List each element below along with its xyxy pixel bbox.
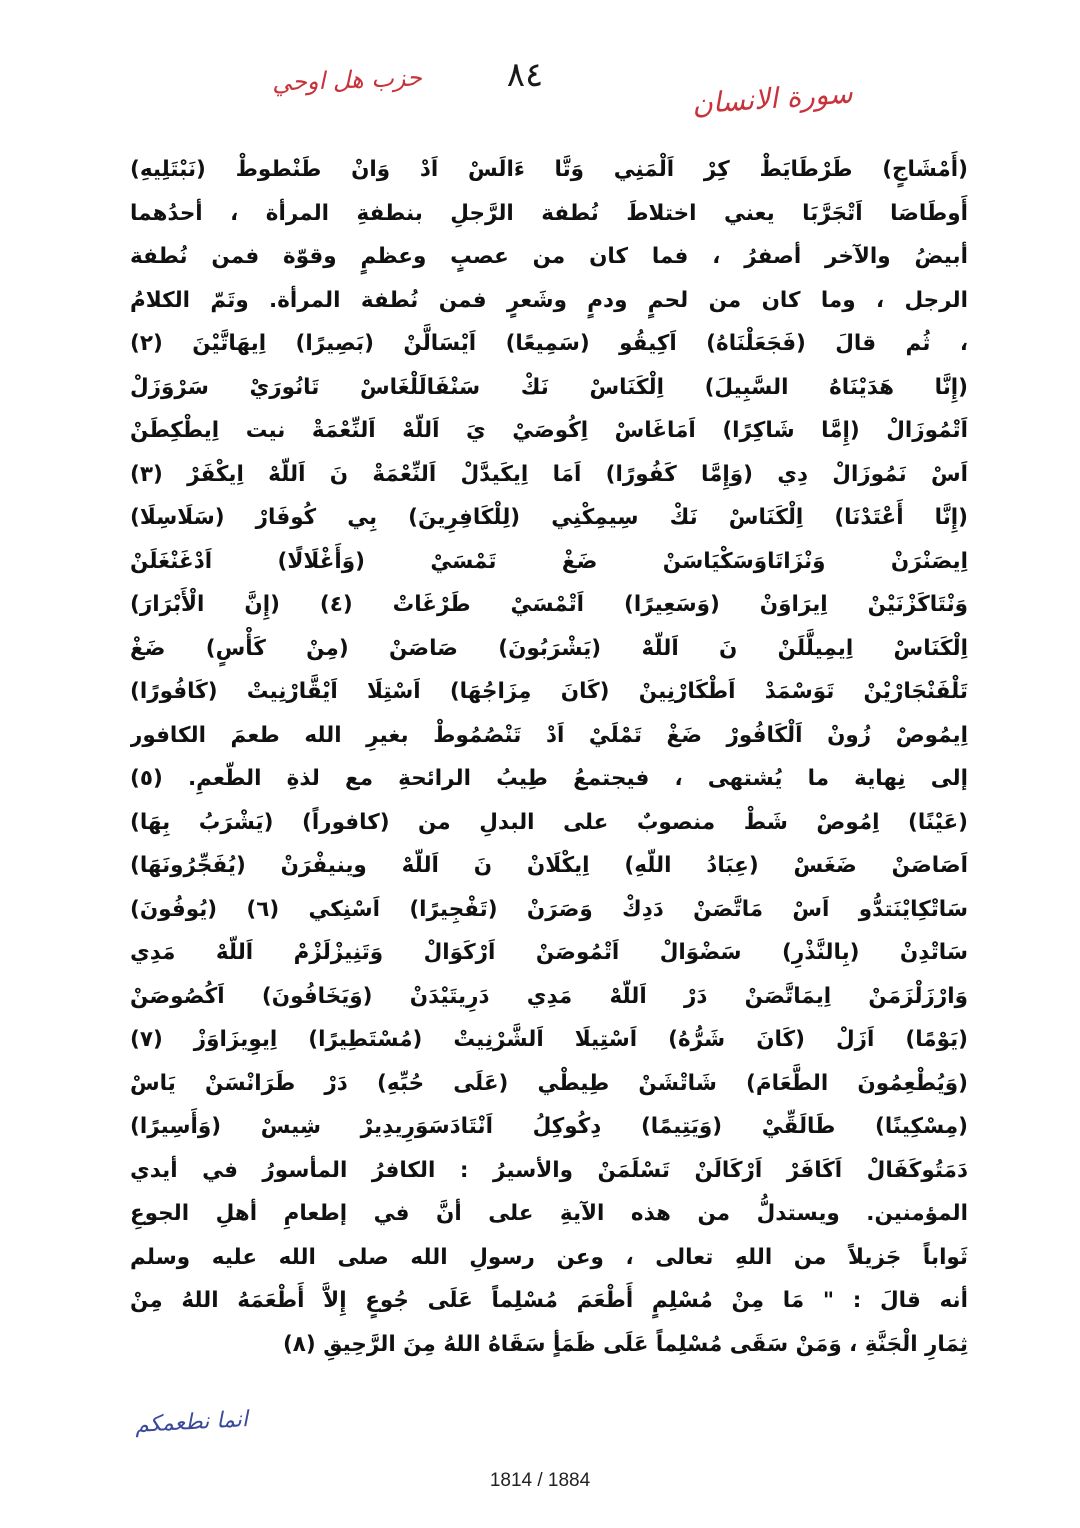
tafsir-body-text [130,148,968,1366]
text-line: اِلْكَنَاسْ اِيمِيلَّلَنْ نَ اَللّهْ (يَشْرَبُونَ) صَاصَنْ (مِنْ كَأْسٍ) ضَغْ [130,635,968,661]
text-line: دَمَتُوكَفَالْ اَكَافَرْ اَرْكَالَنْ تَسْلَمَنْ والأسيرُ : الكافرُ المأسورُ في أيدي [130,1157,968,1183]
text-line: اَصَاصَنْ ضَغَسْ (عِبَادُ اللّهِ) اِيكْلَانْ نَ اَللّهْ وينيفْرَنْ (يُفَجِّرُونَهَا) [130,853,968,878]
text-line: (يَوْمًا) اَزَلْ (كَانَ شَرُّهُ) اَسْتِيلَا اَلشَّرْنِيتْ (مُسْتَطِيرًا) اِيوِيزَاوَزْ (٧) [130,1027,968,1052]
text-line: أنه قالَ : " مَا مِنْ مُسْلِمٍ أَطْعَمَ مُسْلِماً عَلَى جُوعٍ إِلاَّ أَطْعَمَهُ اللهُ مِنْ [130,1288,968,1313]
text-line: اِيصَنْرَنْ وَنْزَاتَاوَسَكْيَاسَنْ ضَغْ تَمْسَيْ (وَأَغْلَالًا) اَدْغَنْغَلَنْ [130,548,968,574]
text-line: أبيضُ والآخر أصفرُ ، فما كان من عصبٍ وعظمٍ وقوّة فمن نُطفة [130,244,968,269]
text-line: وَارْزَلْزَمَنْ اِيمَاتَّصَنْ دَرْ اَللّهْ مَدِي دَرِيتَيْدَنْ (وَيَخَافُونَ) اَكُصُوصَنْ [130,983,968,1009]
handwritten-bottom-note: انما نطعمكم [134,1407,249,1438]
text-line: ، ثُم قالَ (فَجَعَلْنَاهُ) اَكِيقُو (سَمِيعًا) اَيْسَالَّنْ (بَصِيرًا) اِيهَاتَّيْنَ (٢) [130,331,968,356]
text-line: (إِنَّا أَعْتَدْنَا) اِلْكَنَاسْ نَكْ سِيمِكْنِي (لِلْكَافِرِينَ) بِي كُوفَارْ (سَلَاسِلَا) [130,505,968,530]
text-line: الرجل ، وما كان من لحمٍ ودمٍ وشَعرٍ فمن نُطفة المرأة. وتَمّ الكلامُ [130,287,968,313]
text-line: إلى نِهاية ما يُشتهى ، فيجتمعُ طِيبُ الرائحةِ مع لذةِ الطّعمِ. (٥) [130,766,968,791]
text-line: سَاتْدِنْ (بِالنَّذْرِ) سَضْوَالْ اَتْمُوصَنْ اَرْكَوَالْ وَتَنِيزْلَزْمْ اَللّهْ مَدِي [130,940,968,965]
text-line: وَنْتَاكَزْنَيْنْ اِيرَاوَنْ (وَسَعِيرًا) اَتْمْسَيْ طَرْغَاتْ (٤) (إِنَّ الْأَبْرَارَ) [130,592,968,617]
text-line: (وَيُطْعِمُونَ الطَّعَامَ) شَاتْشَنْ طِيطْي (عَلَى حُبِّهِ) دَرْ طَرَانْسَنْ يَاسْ [130,1070,968,1096]
text-line: (مِسْكِينًا) طَالَقِّيْ (وَيَتِيمًا) دِكُوكِلُ اَنْتَادَسَوَرِيدِيرْ شِيسْ (وَأَسِيرًا) [130,1114,968,1139]
page-number: ٨٤ [506,55,544,95]
text-line: ثَواباً جَزيلاً من اللهِ تعالى ، وعن رسولِ الله صلى الله عليه وسلم [130,1244,968,1270]
text-line: (أَمْشَاجٍ) طَرْطَايَطْ كِرْ اَلْمَنِي وَتَّا ءَالَسْ اَدْ وَانْ طَنْطوطْ (نَبْتَلِيهِ) [130,157,968,182]
text-line: اَسْ نَمُوزَالْ دِي (وَإِمَّا كَفُورًا) اَمَا اِيكَيدَّلْ اَلنِّعْمَةْ نَ اَللّهْ اِيكْفَرْ (٣) [130,461,968,487]
text-line: اَتْمُوزَالْ (إِمَّا شَاكِرًا) اَمَاغَاسْ اِكُوصَيْ يَ اَللّهْ اَلنِّعْمَةْ نيت اِيطْكِطَنْ [130,418,968,443]
text-line: المؤمنين. ويستدلُّ من هذه الآيةِ على أنَّ في إطعامِ أهلِ الجوعِ [130,1201,968,1226]
text-line: (إِنَّا هَدَيْنَاهُ السَّبِيلَ) اِلْكَنَاسْ نَكْ سَنْفَالَلْغَاسْ تَانُورَيْ سَرْوَزَلْ [130,374,968,400]
handwritten-surah-note: سورة الانسان [691,76,854,121]
text-line: سَاتْكِايْنَتدُّو اَسْ مَاتَّصَنْ دَدِكْ وَصَرَنْ (تَفْجِيرًا) اَسْنِكي (٦) (يُوفُونَ) [130,896,968,922]
text-line: اِيمُوصْ زُونْ اَلْكَافُورْ ضَغْ تَمْلَيْ اَدْ تَنْصُمُوطْ بغيرِ الله طعمَ الكافور [130,722,968,748]
handwritten-hizb-note: حزب هل اوحي [271,63,423,97]
text-line: ثِمَارِ الْجَنَّةِ ، وَمَنْ سَقَى مُسْلِماً عَلَى ظَمَأٍ سَقَاهُ اللهُ مِنَ الرَّحِيقِ (٨) [282,1331,968,1357]
page-counter: 1814 / 1884 [489,1470,591,1491]
text-line: (عَيْنًا) اِمُوصْ شَطْ منصوبٌ على البدلِ من (كافوراً) (يَشْرَبُ بِهَا) [130,809,968,835]
text-line: أَوطَاصَا اَتْجَرَّبَا يعني اختلاطَ نُطفة الرَّجلِ بنطفةِ المرأة ، أحدُهما [130,200,968,226]
text-line: تَلْفَنْجَارْيْنْ تَوَسْمَدْ اَطْكَارْنِينْ (كَانَ مِزَاجُهَا) اَسْتِلَا اَيْقَّارْنِيتْ (كَافُورًا) [130,679,968,704]
